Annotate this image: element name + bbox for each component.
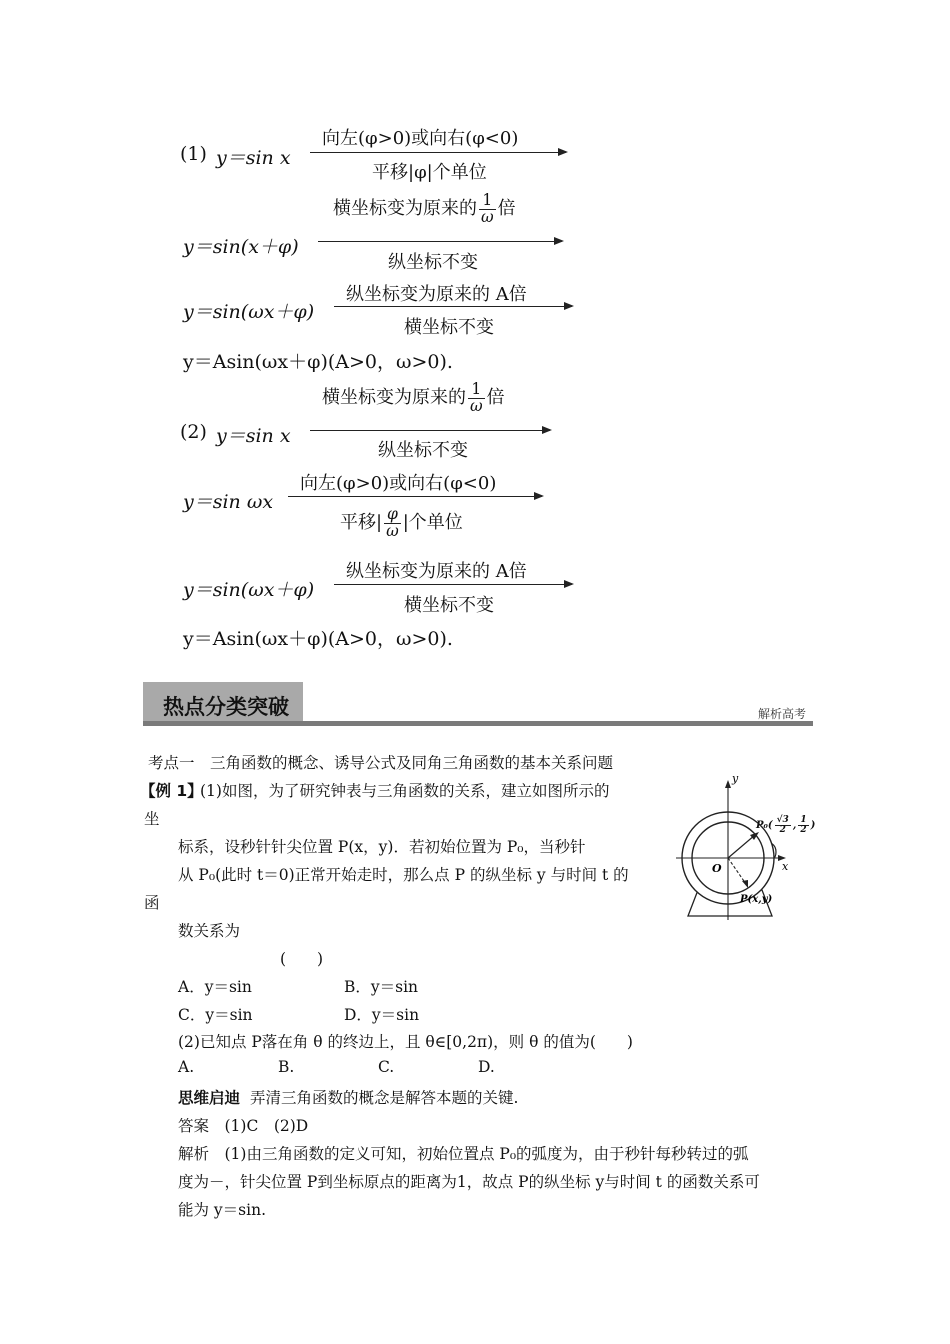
arrow-1-3-top: 纵坐标变为原来的 A倍 <box>346 284 527 305</box>
arrow-2-2 <box>288 496 542 497</box>
jiexi-line1: 解析 (1)由三角函数的定义可知，初始位置点 P₀的弧度为，由于秒针每秒转过的弧 <box>178 1145 749 1163</box>
siwei-label: 思维启迪 <box>178 1089 241 1107</box>
p-label: P(x,y) <box>740 894 773 905</box>
formula-1-1: y＝sin(x＋φ) <box>183 236 299 258</box>
arrow-1-2-bottom: 纵坐标不变 <box>388 252 478 273</box>
option-d: D．y＝sin <box>344 1006 420 1024</box>
arrow-1-2-top: 横坐标变为原来的 $\frac{1}{\omega}$ 倍 <box>333 191 516 226</box>
section-tag: 解析高考 <box>758 707 807 721</box>
arrow-2-3-bottom: 横坐标不变 <box>404 595 494 616</box>
arrow-1-3 <box>334 306 572 307</box>
arrow-1-1-bottom: 平移|φ|个单位 <box>372 162 487 183</box>
y-axis-label: y <box>732 772 739 785</box>
q2-option-b: B. <box>278 1058 295 1076</box>
formula-1-0: y＝sin x <box>216 147 291 169</box>
arrow-1-1-top: 向左(φ>0)或向右(φ<0) <box>322 128 519 149</box>
option-a: A．y＝sin <box>178 978 252 996</box>
kaodian-heading: 考点一 三角函数的概念、诱导公式及同角三角函数的基本关系问题 <box>148 754 614 772</box>
q1-line2: 标系，设秒针针尖位置 P(x，y)．若初始位置为 P₀，当秒针 <box>178 838 586 856</box>
option-c: C．y＝sin <box>178 1006 253 1024</box>
section-title: 热点分类突破 <box>163 695 289 719</box>
arrow-2-1-top: 横坐标变为原来的 $\frac{1}{\omega}$ 倍 <box>322 380 505 415</box>
jiexi-line2: 度为－，针尖位置 P到坐标原点的距离为1，故点 P的纵坐标 y与时间 t 的函数关系可 <box>178 1173 760 1191</box>
formula-1-2: y＝sin(ωx＋φ) <box>183 301 315 323</box>
formula-2-3: y＝Asin(ωx＋φ)(A>0，ω>0). <box>183 628 453 650</box>
formula-2-0: y＝sin x <box>216 425 291 447</box>
arrow-2-1 <box>310 430 550 431</box>
clock-diagram <box>670 772 815 922</box>
option-b: B．y＝sin <box>344 978 419 996</box>
formula-2-1: y＝sin ωx <box>183 491 274 513</box>
arrow-2-2-bottom: 平移| $\frac{\varphi}{\omega}$ |个单位 <box>340 505 463 540</box>
origin-label: O <box>712 862 722 875</box>
arrow-1-2 <box>318 241 562 242</box>
q2-option-c: C. <box>378 1058 395 1076</box>
arrow-2-3 <box>334 584 572 585</box>
q2-option-a: A. <box>178 1058 195 1076</box>
q1-line1-tail: 坐 <box>144 810 160 828</box>
arrow-1-1 <box>310 152 566 153</box>
q2-option-d: D. <box>478 1058 495 1076</box>
p0-label: P₀( $\frac{√3}{2}$ , $\frac{1}{2}$ ) <box>756 815 816 835</box>
clock-figure <box>670 772 815 922</box>
q1-line3: 从 P₀(此时 t＝0)正常开始走时，那么点 P 的纵坐标 y 与时间 t 的 <box>178 866 629 884</box>
formula-1-3: y＝Asin(ωx＋φ)(A>0，ω>0). <box>183 351 453 373</box>
siwei-text: 弄清三角函数的概念是解答本题的关键. <box>250 1089 519 1107</box>
arrow-2-1-bottom: 纵坐标不变 <box>378 440 468 461</box>
arrow-2-3-top: 纵坐标变为原来的 A倍 <box>346 561 527 582</box>
answer-line: 答案 (1)C (2)D <box>178 1117 309 1135</box>
part-label: (1) <box>180 143 207 165</box>
arrow-1-3-bottom: 横坐标不变 <box>404 317 494 338</box>
formula-2-2: y＝sin(ωx＋φ) <box>183 579 315 601</box>
q1-line1: (1)如图，为了研究钟表与三角函数的关系，建立如图所示的 <box>200 782 610 800</box>
example-tag: 【例 1】 <box>140 782 203 800</box>
q1-paren: ( ) <box>280 950 324 968</box>
y-axis-arrow <box>725 780 731 788</box>
section-rule <box>143 721 813 726</box>
q1-line3-tail: 函 <box>144 894 160 912</box>
part-label: (2) <box>180 421 207 443</box>
q2-line: (2)已知点 P落在角 θ 的终边上，且 θ∈[0,2π)，则 θ 的值为( ) <box>178 1033 633 1051</box>
q1-line4: 数关系为 <box>178 922 241 940</box>
jiexi-line3: 能为 y＝sin. <box>178 1201 267 1219</box>
x-axis-label: x <box>782 860 789 873</box>
arrow-2-2-top: 向左(φ>0)或向右(φ<0) <box>300 473 497 494</box>
